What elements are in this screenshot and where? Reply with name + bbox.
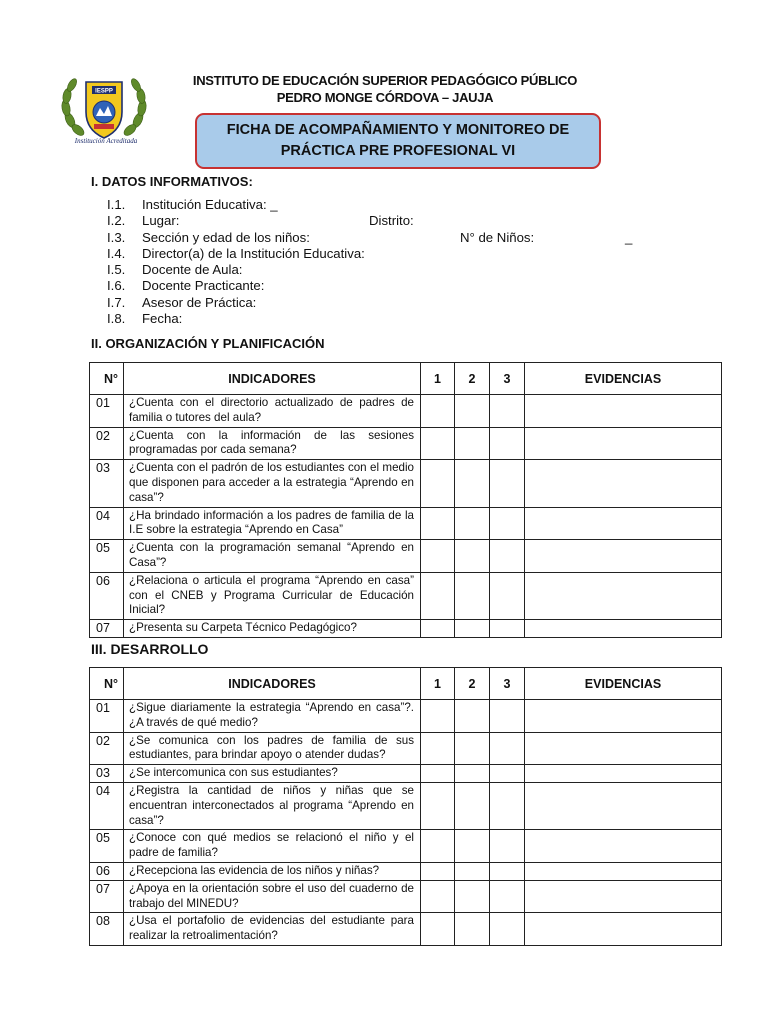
info-item-number: I.6. [107, 278, 126, 294]
evidence-cell[interactable] [525, 765, 722, 783]
score-cell-2[interactable] [455, 732, 490, 765]
evidence-cell[interactable] [525, 880, 722, 913]
score-cell-1[interactable] [421, 395, 455, 428]
section-heading-desarrollo: III. DESARROLLO [91, 641, 209, 657]
score-cell-1[interactable] [421, 620, 455, 638]
form-title-line2: PRÁCTICA PRE PROFESIONAL VI [280, 143, 516, 159]
table-row [90, 862, 722, 880]
row-number: 05 [90, 830, 124, 863]
info-item-number: I.3. [107, 229, 126, 245]
score-cell-2[interactable] [455, 830, 490, 863]
col-header-score-2: 2 [455, 668, 490, 700]
evidence-cell[interactable] [525, 620, 722, 638]
score-cell-1[interactable] [421, 507, 455, 540]
info-item-label: Lugar: [142, 213, 180, 229]
institute-location: PEDRO MONGE CÓRDOVA – JAUJA [276, 90, 494, 105]
row-indicator: ¿Cuenta con la programación semanal “Aprendo en Casa”? [124, 540, 421, 573]
score-cell-3[interactable] [490, 782, 525, 829]
score-cell-1[interactable] [421, 732, 455, 765]
desarrollo-table [89, 667, 722, 946]
score-cell-3[interactable] [490, 830, 525, 863]
score-cell-2[interactable] [455, 572, 490, 619]
score-cell-3[interactable] [490, 427, 525, 460]
row-number: 05 [90, 540, 124, 573]
row-number: 07 [90, 620, 124, 638]
row-indicator: ¿Registra la cantidad de niños y niñas que se encuentran interconectados al programa “Aprendo en casa”? [124, 782, 421, 829]
institute-name: INSTITUTO DE EDUCACIÓN SUPERIOR PEDAGÓGICO PÚBLICO [192, 73, 578, 88]
form-title-line1: FICHA DE ACOMPAÑAMIENTO Y MONITOREO DE [226, 122, 570, 138]
institution-logo [56, 68, 152, 148]
row-indicator: ¿Se comunica con los padres de familia de sus estudiantes, para brindar apoyo o atender dudas? [124, 732, 421, 765]
table-row [90, 782, 722, 829]
score-cell-2[interactable] [455, 913, 490, 946]
row-indicator: ¿Recepciona las evidencia de los niños y niñas? [124, 862, 421, 880]
score-cell-1[interactable] [421, 830, 455, 863]
info-item-label: Asesor de Práctica: [142, 294, 257, 310]
row-number: 03 [90, 460, 124, 507]
evidence-cell[interactable] [525, 507, 722, 540]
col-header-evidencias: EVIDENCIAS [525, 363, 722, 395]
row-number: 06 [90, 862, 124, 880]
table-row [90, 732, 722, 765]
score-cell-1[interactable] [421, 540, 455, 573]
score-cell-2[interactable] [455, 427, 490, 460]
section-heading-datos: I. DATOS INFORMATIVOS: [91, 174, 253, 189]
row-indicator: ¿Sigue diariamente la estrategia “Aprendo en casa”?. ¿A través de qué medio? [124, 700, 421, 733]
info-item-label: Director(a) de la Institución Educativa: [142, 245, 365, 261]
score-cell-2[interactable] [455, 395, 490, 428]
table-row [90, 830, 722, 863]
score-cell-2[interactable] [455, 700, 490, 733]
row-indicator: ¿Cuenta con el padrón de los estudiantes con el medio que disponen para acceder a la estrategia “Aprendo en casa”? [124, 460, 421, 507]
table-row [90, 572, 722, 619]
evidence-cell[interactable] [525, 395, 722, 428]
score-cell-3[interactable] [490, 700, 525, 733]
score-cell-1[interactable] [421, 700, 455, 733]
score-cell-3[interactable] [490, 507, 525, 540]
col-header-score-2: 2 [455, 363, 490, 395]
score-cell-3[interactable] [490, 913, 525, 946]
row-indicator: ¿Apoya en la orientación sobre el uso del cuaderno de trabajo del MINEDU? [124, 880, 421, 913]
score-cell-1[interactable] [421, 765, 455, 783]
evidence-cell[interactable] [525, 700, 722, 733]
evidence-cell[interactable] [525, 460, 722, 507]
row-indicator: ¿Conoce con qué medios se relacionó el niño y el padre de familia? [124, 830, 421, 863]
row-indicator: ¿Usa el portafolio de evidencias del estudiante para realizar la retroalimentación? [124, 913, 421, 946]
evidence-cell[interactable] [525, 540, 722, 573]
info-item-number: I.8. [107, 311, 126, 327]
evidence-cell[interactable] [525, 572, 722, 619]
score-cell-3[interactable] [490, 765, 525, 783]
row-number: 01 [90, 700, 124, 733]
info-item-number: I.2. [107, 213, 126, 229]
score-cell-2[interactable] [455, 782, 490, 829]
score-cell-3[interactable] [490, 620, 525, 638]
evidence-cell[interactable] [525, 862, 722, 880]
evidence-cell[interactable] [525, 732, 722, 765]
svg-text:IESPP: IESPP [95, 88, 113, 95]
score-cell-1[interactable] [421, 862, 455, 880]
table-row [90, 765, 722, 783]
row-number: 08 [90, 913, 124, 946]
col-header-indicadores: INDICADORES [124, 668, 421, 700]
evidence-cell[interactable] [525, 913, 722, 946]
info-item-label: Sección y edad de los niños: [142, 229, 310, 245]
score-cell-3[interactable] [490, 862, 525, 880]
table-row [90, 507, 722, 540]
info-item-extra: Distrito: [369, 213, 414, 229]
row-number: 04 [90, 507, 124, 540]
score-cell-3[interactable] [490, 880, 525, 913]
info-item-label: Docente de Aula: [142, 262, 243, 278]
table-row [90, 913, 722, 946]
info-item-extra: N° de Niños: [460, 229, 535, 245]
info-item-number: I.4. [107, 245, 126, 261]
form-title-box [195, 113, 601, 169]
info-item-number: I.1. [107, 197, 126, 212]
row-indicator: ¿Relaciona o articula el programa “Aprendo en casa” con el CNEB y Programa Curricular de Educación Inicial? [124, 572, 421, 619]
organizacion-table [89, 362, 722, 638]
score-cell-3[interactable] [490, 460, 525, 507]
table-row [90, 395, 722, 428]
score-cell-1[interactable] [421, 460, 455, 507]
row-indicator: ¿Se intercomunica con sus estudiantes? [124, 765, 421, 783]
score-cell-1[interactable] [421, 782, 455, 829]
col-header-score-3: 3 [490, 668, 525, 700]
row-indicator: ¿Ha brindado información a los padres de familia de la I.E sobre la estrategia “Aprendo en Casa” [124, 507, 421, 540]
row-indicator: ¿Cuenta con la información de las sesiones programadas por cada semana? [124, 427, 421, 460]
score-cell-1[interactable] [421, 572, 455, 619]
col-header-score-1: 1 [421, 363, 455, 395]
table-row [90, 427, 722, 460]
score-cell-2[interactable] [455, 765, 490, 783]
col-header-indicadores: INDICADORES [124, 363, 421, 395]
info-item-number: I.5. [107, 262, 126, 278]
score-cell-3[interactable] [490, 395, 525, 428]
table-row [90, 700, 722, 733]
info-item-number: I.7. [107, 294, 126, 310]
evidence-cell[interactable] [525, 427, 722, 460]
row-number: 02 [90, 732, 124, 765]
col-header-number: N° [90, 668, 124, 700]
score-cell-1[interactable] [421, 913, 455, 946]
table-row [90, 620, 722, 638]
info-item-label: Fecha: [142, 311, 183, 327]
score-cell-2[interactable] [455, 460, 490, 507]
score-cell-3[interactable] [490, 540, 525, 573]
table-row [90, 880, 722, 913]
table-header-row [90, 363, 722, 395]
col-header-score-1: 1 [421, 668, 455, 700]
score-cell-2[interactable] [455, 880, 490, 913]
row-number: 07 [90, 880, 124, 913]
score-cell-3[interactable] [490, 732, 525, 765]
table-header-row [90, 668, 722, 700]
info-item-label: Docente Practicante: [142, 278, 265, 294]
score-cell-2[interactable] [455, 540, 490, 573]
row-number: 04 [90, 782, 124, 829]
evidence-cell[interactable] [525, 782, 722, 829]
row-number: 02 [90, 427, 124, 460]
section-heading-organizacion: II. ORGANIZACIÓN Y PLANIFICACIÓN [91, 336, 325, 351]
evidence-cell[interactable] [525, 830, 722, 863]
score-cell-2[interactable] [455, 620, 490, 638]
row-number: 03 [90, 765, 124, 783]
row-number: 06 [90, 572, 124, 619]
score-cell-3[interactable] [490, 572, 525, 619]
score-cell-1[interactable] [421, 880, 455, 913]
col-header-score-3: 3 [490, 363, 525, 395]
info-item-label: Institución Educativa: _ [142, 197, 278, 212]
score-cell-1[interactable] [421, 427, 455, 460]
score-cell-2[interactable] [455, 507, 490, 540]
row-indicator: ¿Cuenta con el directorio actualizado de padres de familia o tutores del aula? [124, 395, 421, 428]
row-number: 01 [90, 395, 124, 428]
table-row [90, 460, 722, 507]
table-row [90, 540, 722, 573]
info-item-extra-blank: _ [625, 229, 633, 245]
col-header-evidencias: EVIDENCIAS [525, 668, 722, 700]
row-indicator: ¿Presenta su Carpeta Técnico Pedagógico? [124, 620, 421, 638]
col-header-number: N° [90, 363, 124, 395]
logo-caption: Institución Acreditada [74, 137, 138, 145]
score-cell-2[interactable] [455, 862, 490, 880]
